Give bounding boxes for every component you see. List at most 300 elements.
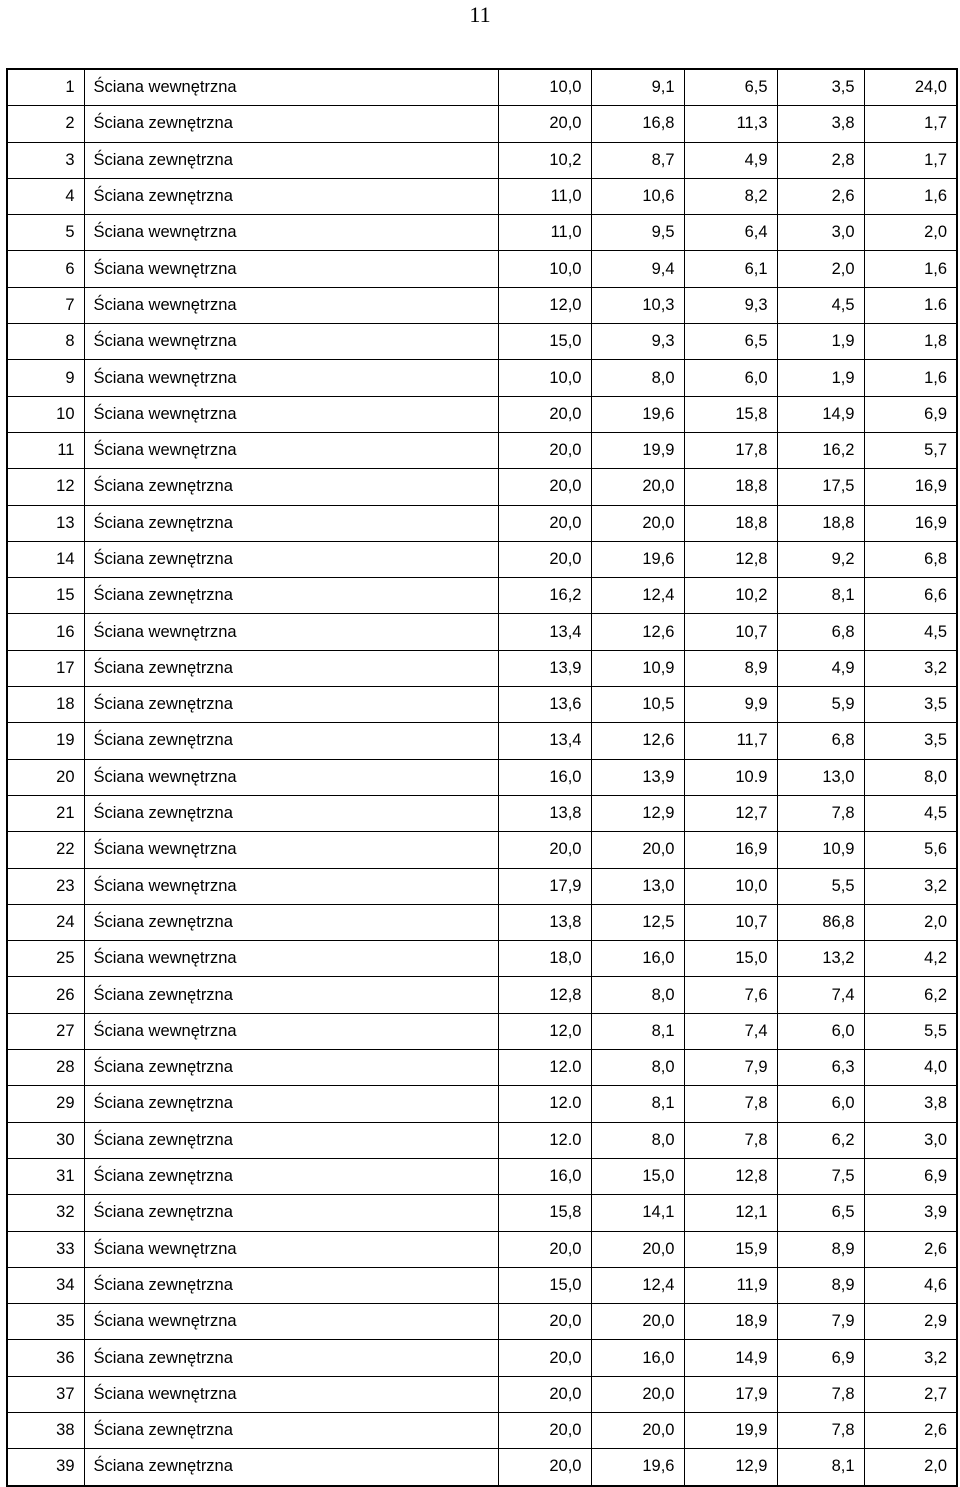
value-4-cell: 6,0	[777, 1013, 864, 1049]
value-1-cell: 20,0	[498, 1376, 591, 1412]
value-5-cell: 1,7	[864, 106, 957, 142]
wall-type-cell: Ściana wewnętrzna	[84, 832, 498, 868]
value-3-cell: 8,2	[684, 178, 777, 214]
value-4-cell: 2,6	[777, 178, 864, 214]
value-4-cell: 14,9	[777, 396, 864, 432]
value-3-cell: 6,5	[684, 69, 777, 106]
value-3-cell: 8,9	[684, 650, 777, 686]
value-2-cell: 12,6	[591, 614, 684, 650]
value-1-cell: 20,0	[498, 505, 591, 541]
value-4-cell: 13,2	[777, 941, 864, 977]
value-1-cell: 12.0	[498, 1086, 591, 1122]
measurement-table	[6, 68, 958, 1487]
row-number-cell: 18	[7, 687, 84, 723]
value-1-cell: 10,0	[498, 360, 591, 396]
value-4-cell: 10,9	[777, 832, 864, 868]
row-number-cell: 24	[7, 904, 84, 940]
value-5-cell: 6,2	[864, 977, 957, 1013]
value-2-cell: 16,0	[591, 941, 684, 977]
value-1-cell: 15,0	[498, 1267, 591, 1303]
row-number-cell: 13	[7, 505, 84, 541]
table-row	[7, 1086, 957, 1122]
value-5-cell: 5,5	[864, 1013, 957, 1049]
value-3-cell: 6,5	[684, 324, 777, 360]
row-number-cell: 22	[7, 832, 84, 868]
value-5-cell: 2,0	[864, 1449, 957, 1486]
value-3-cell: 18,9	[684, 1304, 777, 1340]
value-2-cell: 9,5	[591, 215, 684, 251]
table-row	[7, 287, 957, 323]
value-4-cell: 7,8	[777, 1412, 864, 1448]
row-number-cell: 32	[7, 1195, 84, 1231]
table-row	[7, 1267, 957, 1303]
value-3-cell: 14,9	[684, 1340, 777, 1376]
wall-type-cell: Ściana zewnętrzna	[84, 687, 498, 723]
row-number-cell: 25	[7, 941, 84, 977]
value-1-cell: 20,0	[498, 396, 591, 432]
row-number-cell: 3	[7, 142, 84, 178]
value-4-cell: 8,9	[777, 1267, 864, 1303]
value-2-cell: 13,9	[591, 759, 684, 795]
value-1-cell: 12.0	[498, 1050, 591, 1086]
wall-type-cell: Ściana wewnętrzna	[84, 324, 498, 360]
table-row	[7, 723, 957, 759]
value-4-cell: 5,9	[777, 687, 864, 723]
wall-type-cell: Ściana zewnętrzna	[84, 904, 498, 940]
value-5-cell: 2,6	[864, 1412, 957, 1448]
value-1-cell: 20,0	[498, 106, 591, 142]
table-body	[7, 69, 957, 1486]
value-5-cell: 6,8	[864, 541, 957, 577]
table-row	[7, 904, 957, 940]
table-row	[7, 759, 957, 795]
value-4-cell: 3,8	[777, 106, 864, 142]
value-2-cell: 12,4	[591, 578, 684, 614]
wall-type-cell: Ściana zewnętrzna	[84, 1340, 498, 1376]
value-3-cell: 19,9	[684, 1412, 777, 1448]
value-5-cell: 1,6	[864, 360, 957, 396]
value-2-cell: 8,0	[591, 1122, 684, 1158]
wall-type-cell: Ściana wewnętrzna	[84, 614, 498, 650]
wall-type-cell: Ściana wewnętrzna	[84, 1013, 498, 1049]
value-3-cell: 7,4	[684, 1013, 777, 1049]
wall-type-cell: Ściana zewnętrzna	[84, 1158, 498, 1194]
value-4-cell: 2,8	[777, 142, 864, 178]
wall-type-cell: Ściana wewnętrzna	[84, 69, 498, 106]
value-1-cell: 10,0	[498, 69, 591, 106]
value-1-cell: 13,8	[498, 904, 591, 940]
value-2-cell: 19,6	[591, 1449, 684, 1486]
value-5-cell: 2,7	[864, 1376, 957, 1412]
value-4-cell: 7,4	[777, 977, 864, 1013]
wall-type-cell: Ściana zewnętrzna	[84, 106, 498, 142]
value-1-cell: 11,0	[498, 178, 591, 214]
value-3-cell: 12,1	[684, 1195, 777, 1231]
value-3-cell: 7,8	[684, 1122, 777, 1158]
value-4-cell: 7,8	[777, 795, 864, 831]
value-4-cell: 2,0	[777, 251, 864, 287]
row-number-cell: 17	[7, 650, 84, 686]
value-1-cell: 20,0	[498, 1231, 591, 1267]
value-3-cell: 15,8	[684, 396, 777, 432]
wall-type-cell: Ściana zewnętrzna	[84, 142, 498, 178]
table-row	[7, 251, 957, 287]
value-2-cell: 12,5	[591, 904, 684, 940]
value-1-cell: 16,0	[498, 1158, 591, 1194]
value-3-cell: 12,9	[684, 1449, 777, 1486]
wall-type-cell: Ściana zewnętrzna	[84, 1122, 498, 1158]
value-3-cell: 6,4	[684, 215, 777, 251]
value-5-cell: 6,9	[864, 396, 957, 432]
row-number-cell: 34	[7, 1267, 84, 1303]
table-row	[7, 1231, 957, 1267]
value-3-cell: 17,8	[684, 432, 777, 468]
value-1-cell: 11,0	[498, 215, 591, 251]
row-number-cell: 37	[7, 1376, 84, 1412]
wall-type-cell: Ściana wewnętrzna	[84, 360, 498, 396]
row-number-cell: 27	[7, 1013, 84, 1049]
value-4-cell: 6,3	[777, 1050, 864, 1086]
table-row	[7, 687, 957, 723]
value-5-cell: 8,0	[864, 759, 957, 795]
value-5-cell: 6,6	[864, 578, 957, 614]
value-2-cell: 19,9	[591, 432, 684, 468]
row-number-cell: 39	[7, 1449, 84, 1486]
value-2-cell: 9,3	[591, 324, 684, 360]
row-number-cell: 38	[7, 1412, 84, 1448]
wall-type-cell: Ściana wewnętrzna	[84, 1376, 498, 1412]
row-number-cell: 31	[7, 1158, 84, 1194]
value-5-cell: 5,7	[864, 432, 957, 468]
row-number-cell: 8	[7, 324, 84, 360]
wall-type-cell: Ściana wewnętrzna	[84, 941, 498, 977]
value-2-cell: 13,0	[591, 868, 684, 904]
value-3-cell: 11,9	[684, 1267, 777, 1303]
value-3-cell: 18,8	[684, 505, 777, 541]
value-2-cell: 8,0	[591, 977, 684, 1013]
table-row	[7, 941, 957, 977]
value-2-cell: 12,4	[591, 1267, 684, 1303]
row-number-cell: 33	[7, 1231, 84, 1267]
value-5-cell: 1,6	[864, 178, 957, 214]
value-1-cell: 13,9	[498, 650, 591, 686]
value-5-cell: 2,0	[864, 904, 957, 940]
value-4-cell: 6,2	[777, 1122, 864, 1158]
value-1-cell: 16,2	[498, 578, 591, 614]
value-1-cell: 20,0	[498, 1340, 591, 1376]
value-3-cell: 10.9	[684, 759, 777, 795]
value-2-cell: 8,1	[591, 1086, 684, 1122]
value-2-cell: 10,5	[591, 687, 684, 723]
value-3-cell: 9,3	[684, 287, 777, 323]
table-row	[7, 1195, 957, 1231]
value-1-cell: 20,0	[498, 1304, 591, 1340]
wall-type-cell: Ściana zewnętrzna	[84, 650, 498, 686]
table-row	[7, 360, 957, 396]
value-5-cell: 16,9	[864, 505, 957, 541]
wall-type-cell: Ściana zewnętrzna	[84, 505, 498, 541]
table-row	[7, 1013, 957, 1049]
wall-type-cell: Ściana wewnętrzna	[84, 251, 498, 287]
value-5-cell: 4,6	[864, 1267, 957, 1303]
value-4-cell: 7,8	[777, 1376, 864, 1412]
value-3-cell: 7,8	[684, 1086, 777, 1122]
row-number-cell: 36	[7, 1340, 84, 1376]
value-5-cell: 3,9	[864, 1195, 957, 1231]
row-number-cell: 28	[7, 1050, 84, 1086]
value-4-cell: 4,5	[777, 287, 864, 323]
table-row	[7, 396, 957, 432]
row-number-cell: 2	[7, 106, 84, 142]
value-4-cell: 17,5	[777, 469, 864, 505]
value-1-cell: 10,2	[498, 142, 591, 178]
row-number-cell: 6	[7, 251, 84, 287]
value-2-cell: 19,6	[591, 396, 684, 432]
value-5-cell: 1,6	[864, 251, 957, 287]
value-5-cell: 2,9	[864, 1304, 957, 1340]
row-number-cell: 12	[7, 469, 84, 505]
value-2-cell: 9,1	[591, 69, 684, 106]
page-number: 11	[469, 2, 491, 27]
row-number-cell: 7	[7, 287, 84, 323]
value-1-cell: 13,4	[498, 614, 591, 650]
value-4-cell: 86,8	[777, 904, 864, 940]
value-3-cell: 12,8	[684, 541, 777, 577]
table-row	[7, 1122, 957, 1158]
row-number-cell: 15	[7, 578, 84, 614]
value-1-cell: 15,0	[498, 324, 591, 360]
value-2-cell: 8,0	[591, 360, 684, 396]
value-5-cell: 6,9	[864, 1158, 957, 1194]
value-5-cell: 1.6	[864, 287, 957, 323]
value-3-cell: 11,7	[684, 723, 777, 759]
value-3-cell: 6,0	[684, 360, 777, 396]
value-1-cell: 10,0	[498, 251, 591, 287]
wall-type-cell: Ściana zewnętrzna	[84, 795, 498, 831]
value-5-cell: 3,8	[864, 1086, 957, 1122]
row-number-cell: 9	[7, 360, 84, 396]
value-2-cell: 20,0	[591, 1304, 684, 1340]
value-4-cell: 7,9	[777, 1304, 864, 1340]
value-3-cell: 15,9	[684, 1231, 777, 1267]
value-3-cell: 12,7	[684, 795, 777, 831]
table-row	[7, 614, 957, 650]
table-row	[7, 795, 957, 831]
value-3-cell: 12,8	[684, 1158, 777, 1194]
value-2-cell: 16,0	[591, 1340, 684, 1376]
value-2-cell: 19,6	[591, 541, 684, 577]
table-row	[7, 541, 957, 577]
table-row	[7, 1449, 957, 1486]
value-5-cell: 3,2	[864, 868, 957, 904]
row-number-cell: 20	[7, 759, 84, 795]
table-row	[7, 977, 957, 1013]
wall-type-cell: Ściana wewnętrzna	[84, 287, 498, 323]
value-1-cell: 20,0	[498, 1449, 591, 1486]
wall-type-cell: Ściana zewnętrzna	[84, 178, 498, 214]
value-3-cell: 10,0	[684, 868, 777, 904]
value-2-cell: 9,4	[591, 251, 684, 287]
value-2-cell: 12,9	[591, 795, 684, 831]
value-5-cell: 3,2	[864, 1340, 957, 1376]
value-1-cell: 20,0	[498, 469, 591, 505]
value-4-cell: 16,2	[777, 432, 864, 468]
row-number-cell: 16	[7, 614, 84, 650]
value-3-cell: 16,9	[684, 832, 777, 868]
table-row	[7, 650, 957, 686]
value-4-cell: 6,5	[777, 1195, 864, 1231]
wall-type-cell: Ściana zewnętrzna	[84, 541, 498, 577]
wall-type-cell: Ściana wewnętrzna	[84, 396, 498, 432]
table-row	[7, 69, 957, 106]
value-3-cell: 11,3	[684, 106, 777, 142]
value-1-cell: 16,0	[498, 759, 591, 795]
value-3-cell: 7,6	[684, 977, 777, 1013]
value-4-cell: 3,0	[777, 215, 864, 251]
table-row	[7, 505, 957, 541]
table-row	[7, 1158, 957, 1194]
value-5-cell: 3,0	[864, 1122, 957, 1158]
value-2-cell: 15,0	[591, 1158, 684, 1194]
wall-type-cell: Ściana zewnętrzna	[84, 1449, 498, 1486]
table-row	[7, 178, 957, 214]
row-number-cell: 14	[7, 541, 84, 577]
value-4-cell: 6,8	[777, 723, 864, 759]
value-5-cell: 5,6	[864, 832, 957, 868]
value-1-cell: 17,9	[498, 868, 591, 904]
table-row	[7, 106, 957, 142]
value-2-cell: 8,1	[591, 1013, 684, 1049]
value-4-cell: 13,0	[777, 759, 864, 795]
wall-type-cell: Ściana wewnętrzna	[84, 868, 498, 904]
value-2-cell: 12,6	[591, 723, 684, 759]
value-5-cell: 3,5	[864, 723, 957, 759]
table-row	[7, 1340, 957, 1376]
value-4-cell: 18,8	[777, 505, 864, 541]
value-5-cell: 4,5	[864, 614, 957, 650]
value-2-cell: 10,9	[591, 650, 684, 686]
value-3-cell: 10,7	[684, 904, 777, 940]
row-number-cell: 26	[7, 977, 84, 1013]
value-1-cell: 12,0	[498, 1013, 591, 1049]
value-5-cell: 24,0	[864, 69, 957, 106]
table-row	[7, 215, 957, 251]
value-5-cell: 3,2	[864, 650, 957, 686]
value-2-cell: 20,0	[591, 1231, 684, 1267]
value-2-cell: 20,0	[591, 505, 684, 541]
value-1-cell: 20,0	[498, 832, 591, 868]
value-5-cell: 4,5	[864, 795, 957, 831]
value-1-cell: 13,4	[498, 723, 591, 759]
wall-type-cell: Ściana zewnętrzna	[84, 1050, 498, 1086]
wall-type-cell: Ściana wewnętrzna	[84, 432, 498, 468]
table-row	[7, 1376, 957, 1412]
wall-type-cell: Ściana wewnętrzna	[84, 215, 498, 251]
value-1-cell: 18,0	[498, 941, 591, 977]
value-2-cell: 20,0	[591, 832, 684, 868]
row-number-cell: 19	[7, 723, 84, 759]
wall-type-cell: Ściana wewnętrzna	[84, 1231, 498, 1267]
value-1-cell: 15,8	[498, 1195, 591, 1231]
row-number-cell: 11	[7, 432, 84, 468]
table-row	[7, 469, 957, 505]
value-4-cell: 9,2	[777, 541, 864, 577]
value-5-cell: 1,7	[864, 142, 957, 178]
row-number-cell: 23	[7, 868, 84, 904]
table-row	[7, 432, 957, 468]
wall-type-cell: Ściana zewnętrzna	[84, 977, 498, 1013]
value-2-cell: 20,0	[591, 469, 684, 505]
value-3-cell: 6,1	[684, 251, 777, 287]
value-2-cell: 8,7	[591, 142, 684, 178]
value-1-cell: 13,6	[498, 687, 591, 723]
value-1-cell: 12.0	[498, 1122, 591, 1158]
value-4-cell: 6,0	[777, 1086, 864, 1122]
wall-type-cell: Ściana zewnętrzna	[84, 578, 498, 614]
value-1-cell: 12,8	[498, 977, 591, 1013]
value-2-cell: 20,0	[591, 1412, 684, 1448]
wall-type-cell: Ściana zewnętrzna	[84, 1267, 498, 1303]
value-2-cell: 10,6	[591, 178, 684, 214]
value-4-cell: 8,1	[777, 1449, 864, 1486]
value-4-cell: 1,9	[777, 324, 864, 360]
value-3-cell: 10,7	[684, 614, 777, 650]
value-4-cell: 4,9	[777, 650, 864, 686]
wall-type-cell: Ściana wewnętrzna	[84, 1304, 498, 1340]
value-2-cell: 16,8	[591, 106, 684, 142]
value-2-cell: 10,3	[591, 287, 684, 323]
value-3-cell: 9,9	[684, 687, 777, 723]
value-4-cell: 3,5	[777, 69, 864, 106]
value-1-cell: 20,0	[498, 541, 591, 577]
row-number-cell: 35	[7, 1304, 84, 1340]
table-row	[7, 1050, 957, 1086]
value-5-cell: 4,0	[864, 1050, 957, 1086]
row-number-cell: 30	[7, 1122, 84, 1158]
value-2-cell: 20,0	[591, 1376, 684, 1412]
row-number-cell: 21	[7, 795, 84, 831]
value-4-cell: 8,9	[777, 1231, 864, 1267]
value-3-cell: 7,9	[684, 1050, 777, 1086]
table-row	[7, 832, 957, 868]
value-1-cell: 12,0	[498, 287, 591, 323]
table-row	[7, 1412, 957, 1448]
value-3-cell: 17,9	[684, 1376, 777, 1412]
table-row	[7, 142, 957, 178]
value-1-cell: 20,0	[498, 1412, 591, 1448]
wall-type-cell: Ściana zewnętrzna	[84, 1086, 498, 1122]
row-number-cell: 29	[7, 1086, 84, 1122]
value-1-cell: 13,8	[498, 795, 591, 831]
wall-type-cell: Ściana zewnętrzna	[84, 1412, 498, 1448]
value-5-cell: 2,6	[864, 1231, 957, 1267]
value-4-cell: 6,9	[777, 1340, 864, 1376]
row-number-cell: 5	[7, 215, 84, 251]
table-row	[7, 578, 957, 614]
row-number-cell: 1	[7, 69, 84, 106]
value-4-cell: 5,5	[777, 868, 864, 904]
wall-type-cell: Ściana zewnętrzna	[84, 1195, 498, 1231]
value-4-cell: 7,5	[777, 1158, 864, 1194]
table-row	[7, 324, 957, 360]
value-5-cell: 1,8	[864, 324, 957, 360]
table-row	[7, 1304, 957, 1340]
value-4-cell: 8,1	[777, 578, 864, 614]
value-2-cell: 8,0	[591, 1050, 684, 1086]
value-2-cell: 14,1	[591, 1195, 684, 1231]
value-3-cell: 10,2	[684, 578, 777, 614]
value-3-cell: 15,0	[684, 941, 777, 977]
